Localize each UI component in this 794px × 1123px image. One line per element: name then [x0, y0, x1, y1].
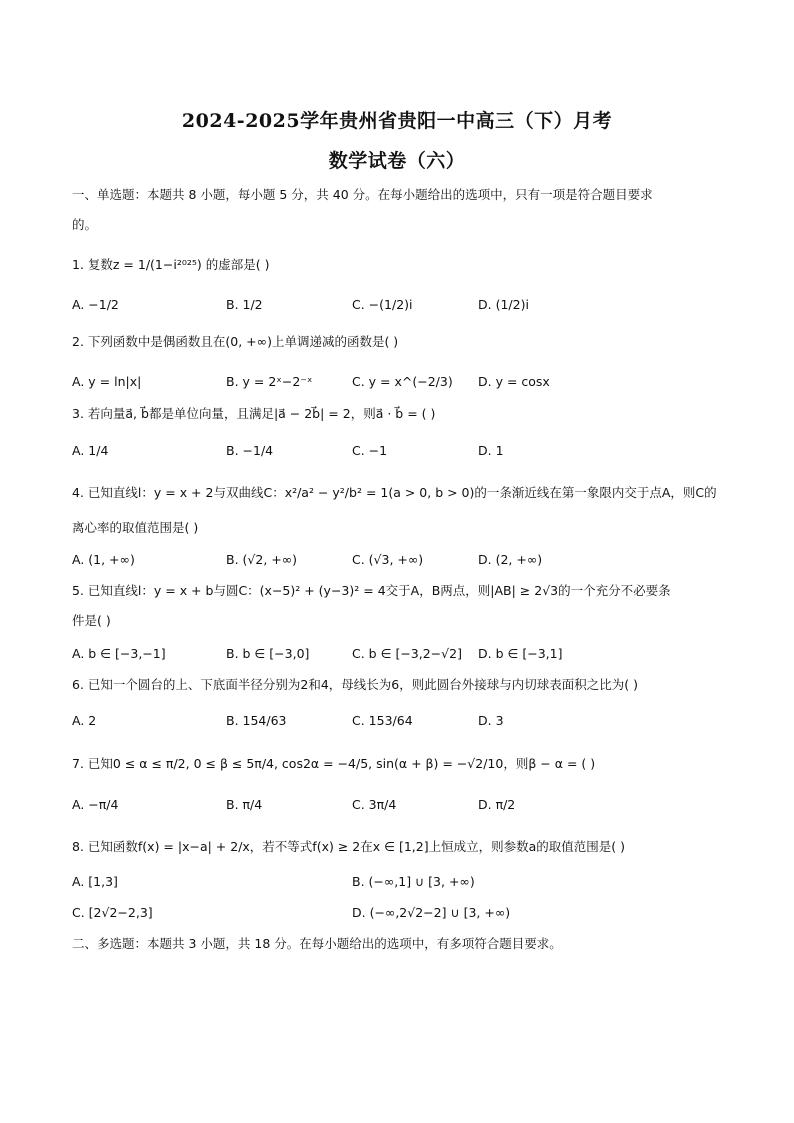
question-4-option-b: B. (√2, +∞) — [226, 552, 298, 567]
question-8-option-a: A. [1,3] — [72, 874, 118, 889]
question-3-option-d: D. 1 — [478, 443, 504, 458]
question-4-option-c: C. (√3, +∞) — [352, 552, 424, 567]
question-3-option-a: A. 1/4 — [72, 443, 109, 458]
question-2-stem: 2. 下列函数中是偶函数且在(0, +∞)上单调递减的函数是( ) — [72, 334, 399, 349]
question-2-option-c: C. y = x^(−2/3) — [352, 374, 453, 389]
question-5-option-c: C. b ∈ [−3,2−√2] — [352, 646, 462, 661]
question-6-option-d: D. 3 — [478, 713, 504, 728]
exam-subtitle: 数学试卷（六） — [328, 150, 466, 172]
question-5-option-a: A. b ∈ [−3,−1] — [72, 646, 166, 661]
question-6-options — [72, 712, 722, 734]
question-3-stem: 3. 若向量a⃗, b⃗都是单位向量，且满足|a⃗ − 2b⃗| = 2，则a⃗ · b⃗ = ( ) — [72, 406, 436, 421]
question-4-option-a: A. (1, +∞) — [72, 552, 135, 567]
question-7-stem: 7. 已知0 ≤ α ≤ π/2, 0 ≤ β ≤ 5π/4, cos2α = −4/5, sin(α + β) = −√2/10，则β − α = ( ) — [72, 756, 596, 771]
question-6-stem: 6. 已知一个圆台的上、下底面半径分别为2和4，母线长为6，则此圆台外接球与内切球表面积之比为( ) — [72, 677, 638, 692]
question-2-option-a: A. y = ln|x| — [72, 374, 142, 389]
question-2-option-b: B. y = 2ˣ−2⁻ˣ — [226, 374, 313, 389]
question-6-option-b: B. 154/63 — [226, 713, 287, 728]
question-5-stem-line1: 5. 已知直线l：y = x + b与圆C：(x−5)² + (y−3)² = 4交于A，B两点，则|AB| ≥ 2√3的一个充分不必要条 — [72, 583, 671, 598]
section1-instructions-line2: 的。 — [72, 217, 98, 232]
question-8-stem: 8. 已知函数f(x) = |x−a| + 2/x，若不等式f(x) ≥ 2在x ∈ [1,2]上恒成立，则参数a的取值范围是( ) — [72, 839, 625, 854]
question-4-stem-line1: 4. 已知直线l：y = x + 2与双曲线C：x²/a² − y²/b² = 1(a > 0, b > 0)的一条渐近线在第一象限内交于点A，则C的 — [72, 485, 717, 500]
question-7-options — [72, 796, 722, 818]
question-3-option-c: C. −1 — [352, 443, 388, 458]
question-2-option-d: D. y = cosx — [478, 374, 550, 389]
question-4-option-d: D. (2, +∞) — [478, 552, 543, 567]
question-6-option-a: A. 2 — [72, 713, 97, 728]
question-1-option-b: B. 1/2 — [226, 297, 263, 312]
question-2-options — [72, 373, 722, 395]
question-1-option-a: A. −1/2 — [72, 297, 119, 312]
question-1-stem: 1. 复数z = 1/(1−i²⁰²⁵) 的虚部是( ) — [72, 257, 270, 272]
question-5-stem-line2: 件是( ) — [72, 613, 111, 628]
question-7-option-a: A. −π/4 — [72, 797, 119, 812]
question-4-options — [72, 551, 722, 573]
question-3-option-b: B. −1/4 — [226, 443, 274, 458]
question-6-option-c: C. 153/64 — [352, 713, 413, 728]
question-1-option-d: D. (1/2)i — [478, 297, 529, 312]
question-8-options-row1 — [72, 873, 722, 895]
section1-instructions-line1: 一、单选题：本题共 8 小题，每小题 5 分，共 40 分。在每小题给出的选项中，只有一项是符合题目要求 — [72, 187, 653, 202]
question-7-option-d: D. π/2 — [478, 797, 516, 812]
exam-title: 2024-2025学年贵州省贵阳一中高三（下）月考 — [181, 110, 613, 132]
question-7-option-c: C. 3π/4 — [352, 797, 397, 812]
question-7-option-b: B. π/4 — [226, 797, 263, 812]
question-5-option-d: D. b ∈ [−3,1] — [478, 646, 563, 661]
question-4-stem-line2: 离心率的取值范围是( ) — [72, 520, 199, 535]
question-1-options — [72, 296, 722, 318]
question-3-options — [72, 442, 722, 464]
question-8-option-d: D. (−∞,2√2−2] ∪ [3, +∞) — [352, 905, 511, 920]
question-8-options-row2 — [72, 904, 722, 926]
question-5-options — [72, 645, 722, 667]
question-5-option-b: B. b ∈ [−3,0] — [226, 646, 310, 661]
question-1-option-c: C. −(1/2)i — [352, 297, 413, 312]
question-8-option-b: B. (−∞,1] ∪ [3, +∞) — [352, 874, 475, 889]
question-8-option-c: C. [2√2−2,3] — [72, 905, 153, 920]
section2-instructions: 二、多选题：本题共 3 小题，共 18 分。在每小题给出的选项中，有多项符合题目要求。 — [72, 936, 562, 951]
